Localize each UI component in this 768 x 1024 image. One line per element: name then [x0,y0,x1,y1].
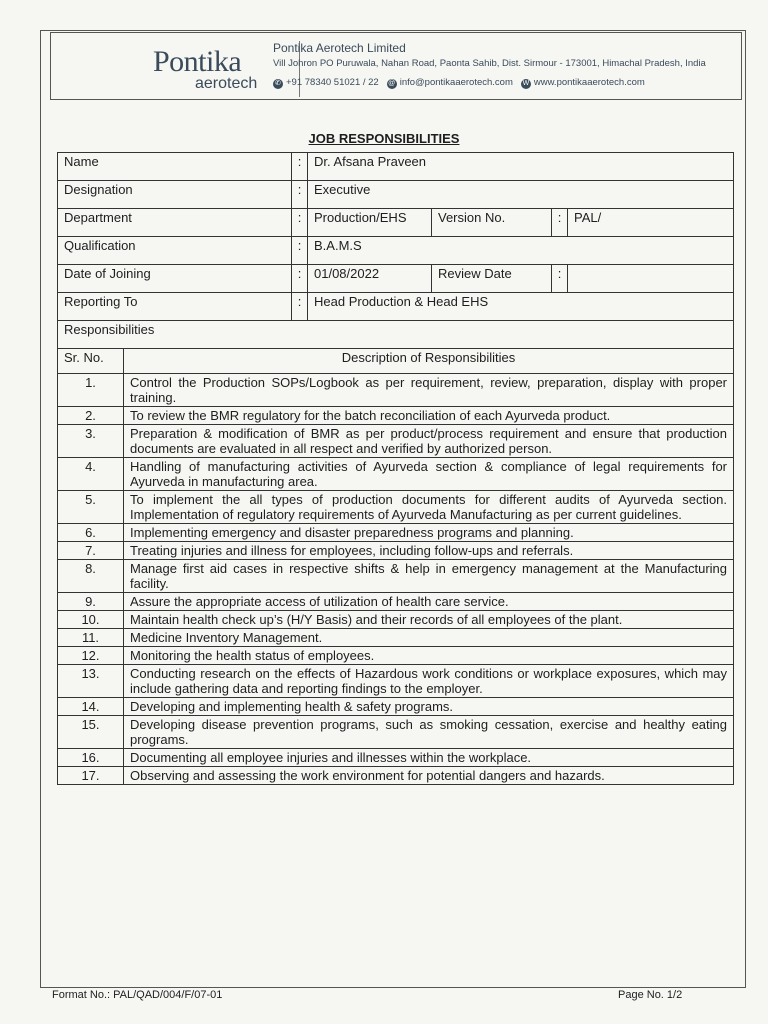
row-description: Observing and assessing the work environment for potential dangers and hazards. [124,767,734,785]
colon: : [292,153,308,181]
row-description: Control the Production SOPs/Logbook as per requirement, review, preparation, display with proper training. [124,374,734,407]
row-serial-number: 7. [58,542,124,560]
responsibilities-label: Responsibilities [58,321,734,349]
version-value: PAL/ [568,209,734,237]
row-description: Monitoring the health status of employees. [124,647,734,665]
row-serial-number: 13. [58,665,124,698]
info-row-name [58,153,734,181]
info-row-date-of-joining [58,265,734,293]
table-row [58,542,734,560]
review-date-value [568,265,734,293]
colon: : [292,209,308,237]
table-row [58,425,734,458]
department-label: Department [58,209,292,237]
colon: : [552,265,568,293]
table-row [58,647,734,665]
name-label: Name [58,153,292,181]
info-row-department [58,209,734,237]
row-description: Handling of manufacturing activities of Ayurveda section & compliance of legal requirements for Ayurveda in manufacturing area. [124,458,734,491]
row-serial-number: 3. [58,425,124,458]
row-description: To implement the all types of production documents for different audits of Ayurveda section. Implementation of regulatory requirements of Ayurveda Manufacturing as per current guidelines. [124,491,734,524]
row-description: Conducting research on the effects of Hazardous work conditions or workplace exposures, which may include gathering data and reporting findings to the employer. [124,665,734,698]
table-header-row [58,349,734,374]
row-description: Assure the appropriate access of utilization of health care service. [124,593,734,611]
phone-icon: ✆ [273,79,283,89]
srno-header: Sr. No. [58,349,124,374]
table-row [58,629,734,647]
letterhead [50,32,742,100]
row-serial-number: 4. [58,458,124,491]
table-row [58,407,734,425]
designation-label: Designation [58,181,292,209]
row-serial-number: 10. [58,611,124,629]
company-name: Pontika Aerotech Limited [273,41,406,55]
doj-label: Date of Joining [58,265,292,293]
reporting-value: Head Production & Head EHS [308,293,734,321]
contact-row [273,77,645,89]
table-row [58,374,734,407]
row-description: Maintain health check up’s (H/Y Basis) and their records of all employees of the plant. [124,611,734,629]
responsibilities-heading-row [58,321,734,349]
row-description: Treating injuries and illness for employees, including follow-ups and referrals. [124,542,734,560]
job-responsibilities-table [57,152,734,785]
logo-main-text: Pontika [153,45,242,78]
table-row [58,716,734,749]
table-row [58,524,734,542]
email-contact [387,77,513,89]
website-contact [521,77,645,89]
colon: : [292,181,308,209]
row-description: Medicine Inventory Management. [124,629,734,647]
email-address: info@pontikaaerotech.com [399,77,513,88]
table-row [58,665,734,698]
row-serial-number: 14. [58,698,124,716]
row-description: Developing disease prevention programs, such as smoking cessation, exercise and healthy eating programs. [124,716,734,749]
company-address: Vill Johron PO Puruwala, Nahan Road, Paonta Sahib, Dist. Sirmour - 173001, Himachal Pradesh, India [273,58,706,69]
responsibilities-list [58,374,734,785]
row-description: Developing and implementing health & safety programs. [124,698,734,716]
phone-contact [273,77,379,89]
row-serial-number: 16. [58,749,124,767]
description-header: Description of Responsibilities [124,349,734,374]
page-number: Page No. 1/2 [618,989,683,1001]
colon: : [292,265,308,293]
row-serial-number: 17. [58,767,124,785]
reporting-label: Reporting To [58,293,292,321]
row-serial-number: 8. [58,560,124,593]
row-serial-number: 2. [58,407,124,425]
row-description: Manage first aid cases in respective shifts & help in emergency management at the Manufacturing facility. [124,560,734,593]
row-serial-number: 12. [58,647,124,665]
row-serial-number: 5. [58,491,124,524]
phone-number: +91 78340 51021 / 22 [286,77,379,88]
row-serial-number: 9. [58,593,124,611]
row-description: Preparation & modification of BMR as per product/process requirement and ensure that production documents are evaluated in all respect and verified by authorized person. [124,425,734,458]
table-row [58,749,734,767]
format-number: Format No.: PAL/QAD/004/F/07-01 [52,989,223,1001]
table-row [58,593,734,611]
version-label: Version No. [432,209,552,237]
row-description: To review the BMR regulatory for the batch reconciliation of each Ayurveda product. [124,407,734,425]
designation-value: Executive [308,181,734,209]
row-serial-number: 11. [58,629,124,647]
table-row [58,611,734,629]
table-row [58,698,734,716]
colon: : [292,293,308,321]
email-icon: @ [388,80,396,87]
table-row [58,491,734,524]
row-serial-number: 15. [58,716,124,749]
row-description: Documenting all employee injuries and illnesses within the workplace. [124,749,734,767]
doj-value: 01/08/2022 [308,265,432,293]
row-serial-number: 6. [58,524,124,542]
info-row-qualification [58,237,734,265]
department-value: Production/EHS [308,209,432,237]
logo-sub-text: aerotech [195,75,258,92]
info-row-reporting-to [58,293,734,321]
qualification-value: B.A.M.S [308,237,734,265]
table-row [58,560,734,593]
table-row [58,458,734,491]
row-serial-number: 1. [58,374,124,407]
qualification-label: Qualification [58,237,292,265]
document-title: JOB RESPONSIBILITIES [308,131,460,146]
colon: : [552,209,568,237]
row-description: Implementing emergency and disaster preparedness programs and planning. [124,524,734,542]
review-date-label: Review Date [432,265,552,293]
website-url: www.pontikaaerotech.com [533,77,645,88]
table-row [58,767,734,785]
name-value: Dr. Afsana Praveen [308,153,734,181]
info-row-designation [58,181,734,209]
colon: : [292,237,308,265]
web-icon: W [522,80,530,87]
